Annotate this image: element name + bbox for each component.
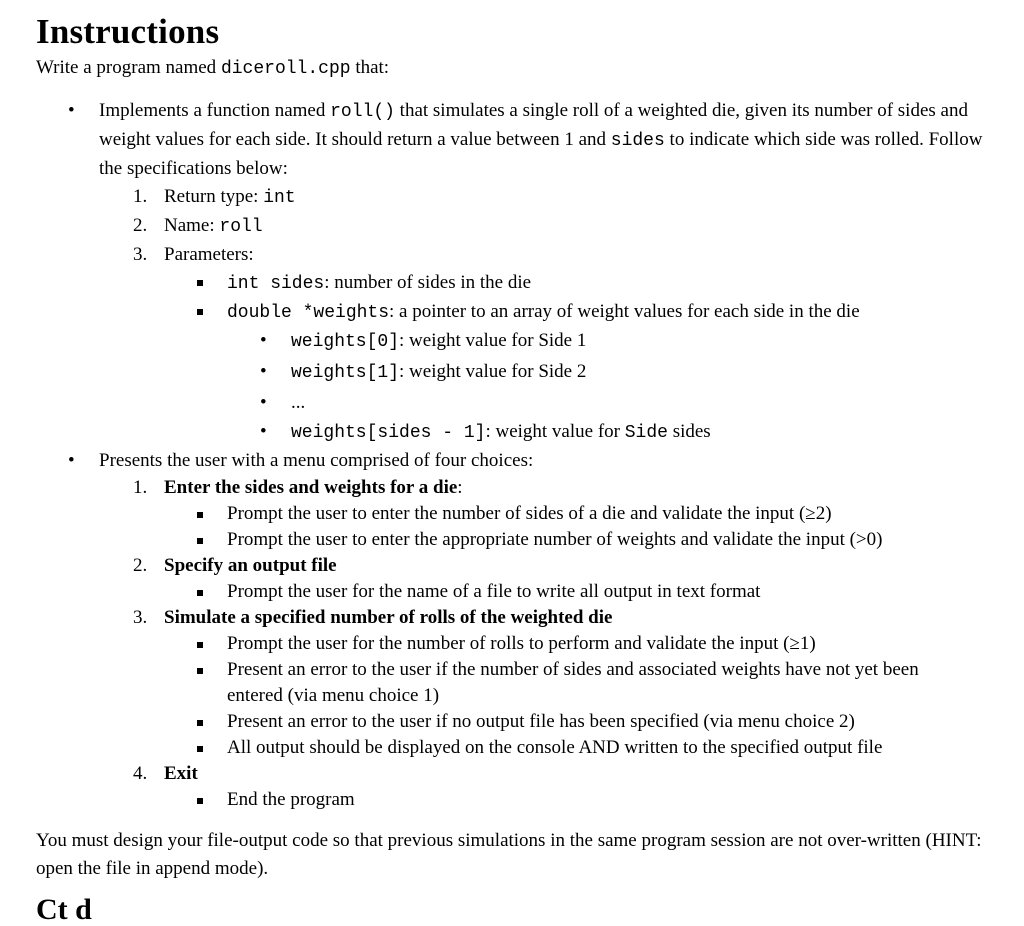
bullet-icon: • (260, 361, 267, 382)
square-bullet-icon (197, 512, 203, 518)
bullet-icon: • (260, 421, 267, 442)
spec-item: 2. Name: roll (133, 215, 263, 237)
param-item: double *weights: a pointer to an array of weight values for each side in the die (36, 298, 1006, 327)
instructions-document (36, 10, 1006, 883)
weight-item: • ... (36, 389, 1006, 417)
bullet-menu: • Presents the user with a menu comprised of four choices: (36, 447, 1006, 475)
square-bullet-icon (197, 720, 203, 726)
menu-choice-detail: All output should be displayed on the console AND written to the specified output file (36, 735, 1006, 761)
menu-choice-detail: Prompt the user to enter the appropriate number of weights and validate the input (>0) (36, 527, 1006, 553)
weight-item: • weights[sides - 1]: weight value for Side sides (36, 418, 1006, 447)
square-bullet-icon (197, 642, 203, 648)
square-bullet-icon (197, 280, 203, 286)
weight-item: • weights[0]: weight value for Side 1 (36, 327, 1006, 356)
square-bullet-icon (197, 538, 203, 544)
menu-choice-detail: Present an error to the user if the number of sides and associated weights have not yet been entered (via menu choice 1) (36, 657, 967, 709)
square-bullet-icon (197, 746, 203, 752)
bullet-roll-function: • Implements a function named roll() that simulates a single roll of a weighted die, given its number of sides and weight values for each side. It should return a value between 1 and sides to indicate which side was rolled. Follow the specifications below: (36, 97, 1009, 183)
menu-choice: 1. Enter the sides and weights for a die: (133, 477, 463, 498)
spec-item: 3. Parameters: (133, 244, 254, 265)
square-bullet-icon (197, 309, 203, 315)
menu-choice: 3. Simulate a specified number of rolls of the weighted die (133, 607, 613, 628)
spec-item: 1. Return type: int (133, 186, 296, 208)
square-bullet-icon (197, 798, 203, 804)
menu-choice-detail: Prompt the user for the number of rolls to perform and validate the input (≥1) (36, 631, 1006, 657)
menu-choice-detail: Prompt the user for the name of a file to write all output in text format (36, 579, 1006, 605)
outro-text: You must design your file-output code so that previous simulations in the same program session are not over-written (HINT: open the file in append mode). (36, 830, 982, 879)
menu-choice-detail: Present an error to the user if no output file has been specified (via menu choice 2) (36, 709, 1006, 735)
next-section-heading: Ct d (36, 893, 92, 926)
param-item: int sides: number of sides in the die (36, 269, 1006, 298)
bullet-icon: • (260, 392, 267, 413)
square-bullet-icon (197, 590, 203, 596)
weight-item: • weights[1]: weight value for Side 2 (36, 358, 1006, 387)
square-bullet-icon (197, 668, 203, 674)
page-title: Instructions (36, 12, 220, 51)
intro-text: Write a program named diceroll.cpp that: (36, 57, 390, 79)
menu-choice: 2. Specify an output file (133, 555, 337, 576)
bullet-icon: • (260, 330, 267, 351)
menu-choice-detail: End the program (36, 787, 1006, 813)
bullet-icon: • (68, 450, 75, 471)
bullet-icon: • (68, 100, 75, 121)
menu-choice-detail: Prompt the user to enter the number of sides of a die and validate the input (≥2) (36, 501, 1006, 527)
menu-choice: 4. Exit (133, 763, 198, 784)
